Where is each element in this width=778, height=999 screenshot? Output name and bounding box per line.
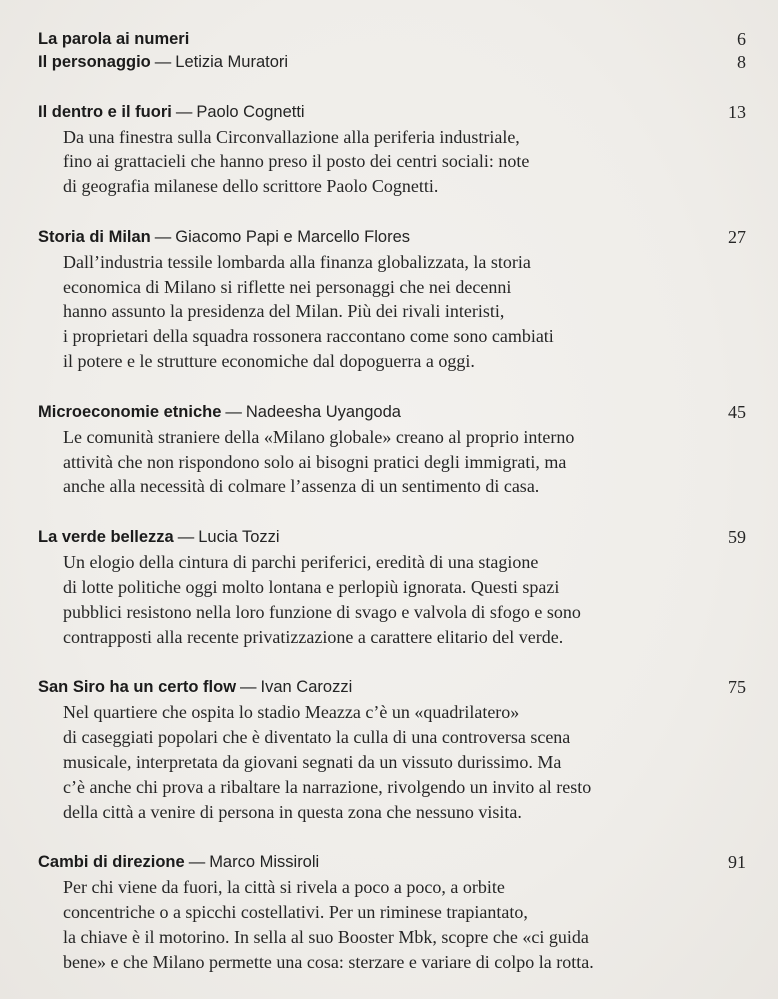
title-separator: — [177,528,195,547]
toc-entry-storia-di-milan [38,225,746,374]
description-line: contrapposti alla recente privatizzazione a carattere elitario del verde. [63,626,564,647]
entry-title: Storia di Milan [38,227,151,246]
entry-author: Paolo Cognetti [196,102,305,121]
entry-heading [38,225,746,250]
description-line: musicale, interpretata da giovani segnati da un vissuto durissimo. Ma [63,752,562,773]
entry-page-number: 75 [728,677,746,698]
entry-heading [38,400,746,425]
title-separator: — [240,678,257,697]
description-line: fino ai grattacieli che hanno preso il posto dei centri sociali: note [63,151,530,172]
toc-entry-il-personaggio [38,51,746,74]
entry-heading [38,675,746,700]
description-line: bene» e che Milano permette una cosa: sterzare e variare di colpo la rotta. [63,951,594,972]
title-separator: — [188,853,206,872]
title-separator: — [154,52,172,71]
description-line: anche alla necessità di colmare l’assenza di un sentimento di casa. [63,476,540,497]
toc-entry-cambi-di-direzione [38,850,746,974]
entry-title: La verde bellezza [38,528,174,547]
toc-entry-microeconomie-etniche [38,400,746,499]
entry-title: Cambi di direzione [38,853,185,872]
entry-author: Giacomo Papi e Marcello Flores [175,227,411,246]
title-separator: — [225,402,242,421]
entry-page-number: 27 [728,226,746,247]
toc-entry-la-parola-ai-numeri [38,28,746,51]
description-line: di geografia milanese dello scrittore Paolo Cognetti. [63,176,439,197]
description-line: Le comunità straniere della «Milano globale» creano al proprio interno [63,426,575,447]
description-line: la chiave è il motorino. In sella al suo Booster Mbk, scopre che «ci guida [63,927,589,948]
entry-title: Microeconomie etniche [38,402,222,421]
entry-page-number: 8 [737,51,746,72]
entry-page-number: 6 [737,28,746,49]
description-line: Nel quartiere che ospita lo stadio Meazza c’è un «quadrilatero» [63,702,520,723]
entry-author: Letizia Muratori [175,52,289,71]
toc-entry-il-dentro-e-il-fuori [38,100,746,199]
entry-page-number: 13 [728,101,746,122]
entry-page-number: 91 [728,852,746,873]
entry-heading [38,850,746,875]
toc-entry-la-verde-bellezza [38,525,746,649]
entry-description [63,250,746,374]
description-line: concentriche o a spicchi costellativi. Per un riminese trapiantato, [63,902,528,923]
title-separator: — [175,102,193,121]
description-line: i proprietari della squadra rossonera raccontano come sono cambiati [63,326,554,347]
description-line: hanno assunto la presidenza del Milan. Più dei rivali interisti, [63,301,505,322]
entry-page-number: 45 [728,401,746,422]
title-separator: — [154,227,172,246]
description-line: c’è anche chi prova a ribaltare la narrazione, rivolgendo un invito al resto [63,776,592,797]
entry-title: Il personaggio [38,52,151,71]
description-line: di caseggiati popolari che è diventato la culla di una controversa scena [63,727,571,748]
description-line: Un elogio della cintura di parchi periferici, eredità di una stagione [63,552,539,573]
entry-description [63,875,746,974]
entry-author: Marco Missiroli [209,853,320,872]
description-line: il potere e le strutture economiche dal dopoguerra a oggi. [63,351,475,372]
description-line: pubblici resistono nella loro funzione di svago e valvola di sfogo e sono [63,601,581,622]
entry-title: Il dentro e il fuori [38,102,172,121]
entry-description [63,425,746,499]
entry-heading [38,525,746,550]
entry-author: Ivan Carozzi [260,678,353,697]
entry-title: San Siro ha un certo flow [38,678,237,697]
entry-page-number: 59 [728,527,746,548]
entry-author: Lucia Tozzi [198,528,280,547]
description-line: Per chi viene da fuori, la città si rivela a poco a poco, a orbite [63,877,505,898]
description-line: Da una finestra sulla Circonvallazione alla periferia industriale, [63,126,520,147]
entry-heading [38,100,746,125]
entry-title: La parola ai numeri [38,29,190,48]
table-of-contents [38,28,746,975]
entry-author: Nadeesha Uyangoda [245,402,401,421]
toc-entry-san-siro-ha-un-certo-flow [38,675,746,824]
description-line: della città a venire di persona in questa zona che nessuno visita. [63,801,522,822]
description-line: Dall’industria tessile lombarda alla finanza globalizzata, la storia [63,251,531,272]
entry-description [63,700,746,824]
description-line: di lotte politiche oggi molto lontana e perlopiù ignorata. Questi spazi [63,577,560,598]
description-line: attività che non rispondono solo ai bisogni pratici degli immigrati, ma [63,451,567,472]
description-line: economica di Milano si riflette nei personaggi che nei decenni [63,276,512,297]
entry-description [63,125,746,199]
entry-description [63,550,746,649]
